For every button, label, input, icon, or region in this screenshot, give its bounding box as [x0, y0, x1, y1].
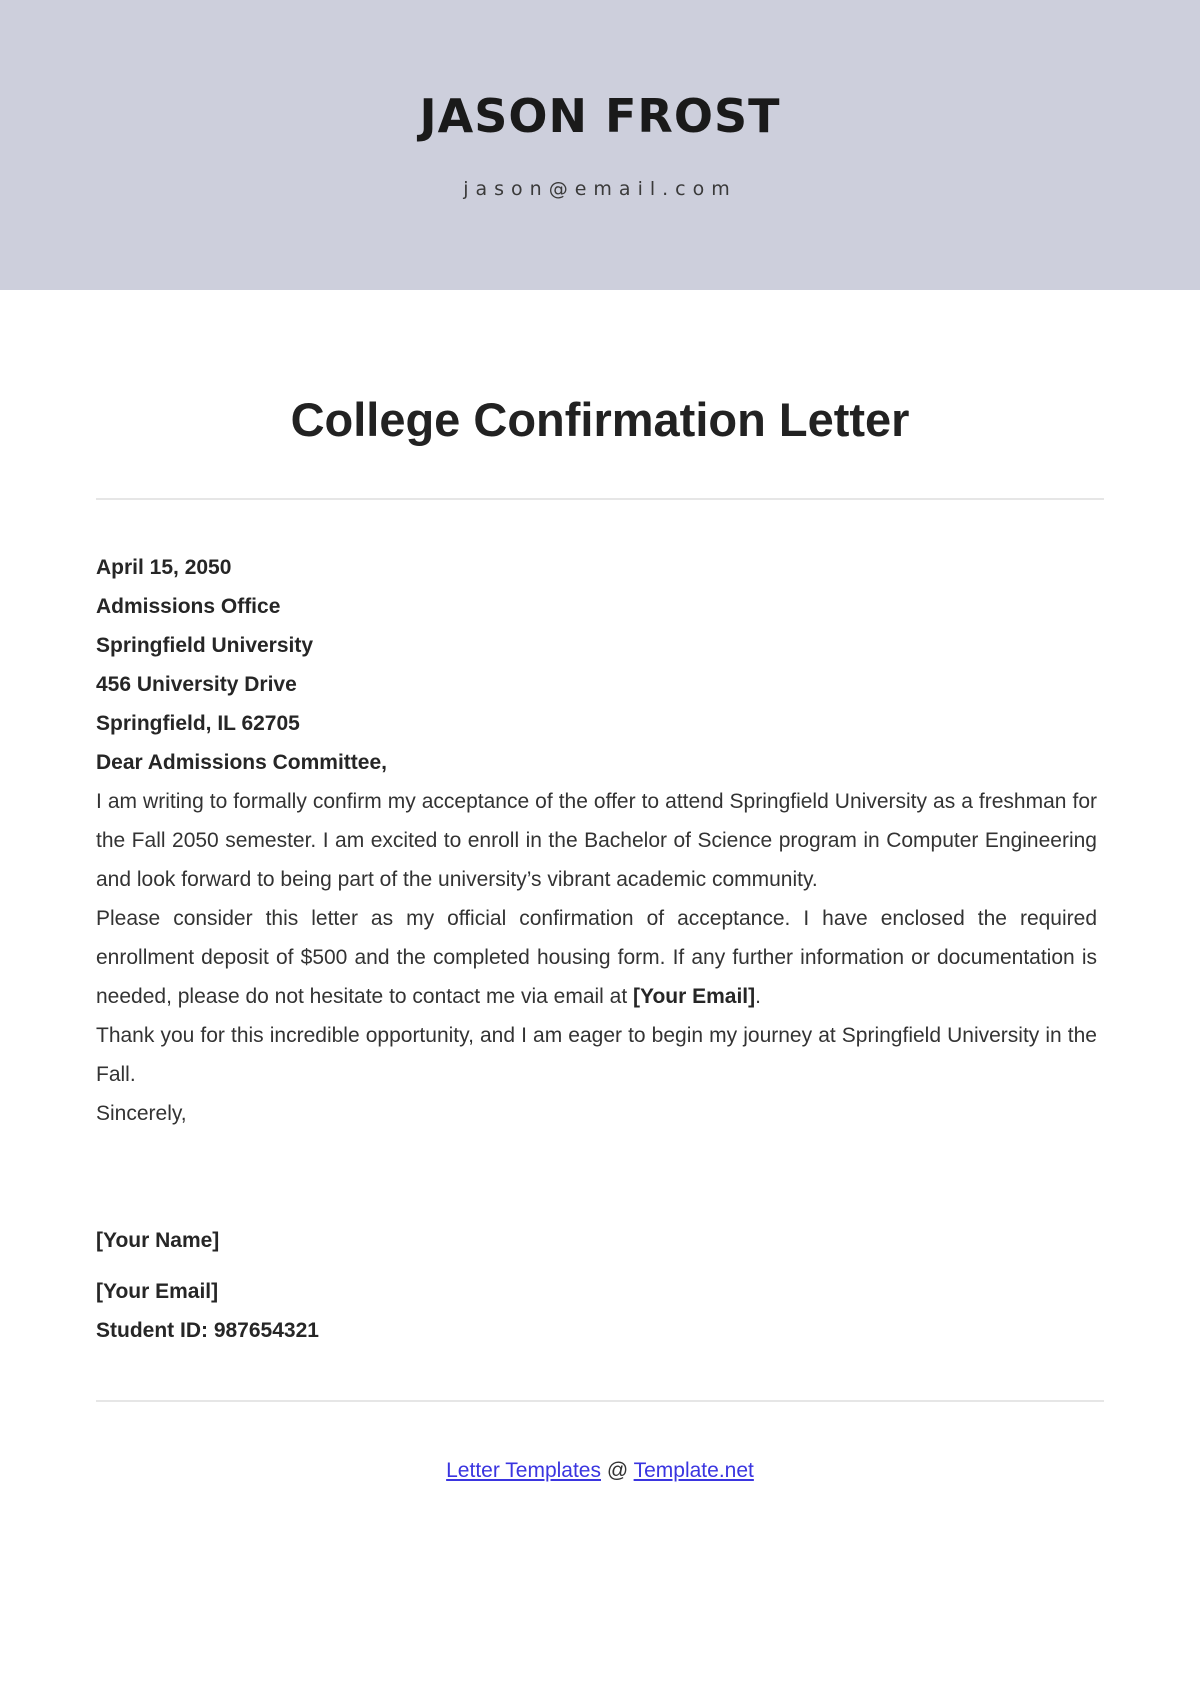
paragraph-2	[96, 899, 1097, 1016]
paragraph-1: I am writing to formally confirm my acceptance of the offer to attend Springfield University as a freshman for the Fall 2050 semester. I am excited to enroll in the Bachelor of Science program in Computer Engineering and look forward to being part of the university’s vibrant academic community.	[96, 790, 1097, 891]
letter-templates-link[interactable]: Letter Templates	[446, 1459, 601, 1482]
salutation: Dear Admissions Committee,	[96, 751, 387, 774]
signature-block	[96, 1221, 1097, 1260]
signature-name: [Your Name]	[96, 1229, 220, 1252]
letter-body	[96, 548, 1097, 1133]
paragraph-2-end: .	[755, 985, 761, 1008]
header-banner	[0, 0, 1200, 290]
recipient-office: Admissions Office	[96, 595, 281, 618]
signature-details	[96, 1272, 1097, 1350]
sender-name: JASON FROST	[419, 89, 781, 143]
recipient-university: Springfield University	[96, 634, 314, 657]
letter-date: April 15, 2050	[96, 556, 232, 579]
footer	[0, 1456, 1200, 1486]
template-net-link[interactable]: Template.net	[633, 1459, 754, 1482]
paragraph-2-text: Please consider this letter as my official confirmation of acceptance. I have enclosed the required enrollment deposit of $500 and the completed housing form. If any further information or documentation is needed, please do not hesitate to contact me via email at	[96, 907, 1097, 1008]
page-title: College Confirmation Letter	[290, 393, 910, 446]
recipient-city: Springfield, IL 62705	[96, 712, 300, 735]
footer-separator: @	[601, 1459, 634, 1482]
sender-email: jason@email.com	[463, 178, 737, 200]
divider-top	[96, 498, 1104, 500]
student-id: Student ID: 987654321	[96, 1319, 319, 1342]
recipient-street: 456 University Drive	[96, 673, 297, 696]
closing: Sincerely,	[96, 1102, 187, 1125]
divider-bottom	[96, 1400, 1104, 1402]
signature-email: [Your Email]	[96, 1280, 219, 1303]
paragraph-2-email: [Your Email]	[633, 985, 756, 1008]
paragraph-3: Thank you for this incredible opportunity, and I am eager to begin my journey at Springfield University in the Fall.	[96, 1024, 1097, 1086]
